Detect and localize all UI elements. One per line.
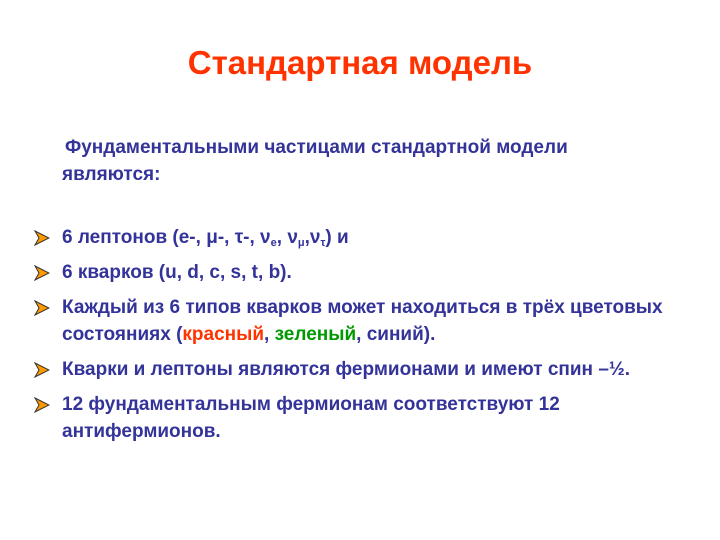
arrow-bullet-icon xyxy=(34,300,50,316)
leptons-prefix: 6 лептонов (e-, μ-, τ-, ν xyxy=(62,227,271,248)
quarks-text: 6 кварков (u, d, c, s, t, b). xyxy=(62,262,292,283)
bullet-quarks xyxy=(34,259,674,286)
leptons-sep2: ,ν xyxy=(304,227,321,248)
bullet-leptons xyxy=(34,224,674,251)
color-green-word: зеленый xyxy=(274,324,357,345)
color-red-word: красный xyxy=(182,324,265,345)
antifermions-text: 12 фундаментальным фермионам соответствуют 12 антифермионов. xyxy=(62,394,560,442)
leptons-sep1: , ν xyxy=(276,227,298,248)
nu-mu-subscript: μ xyxy=(297,237,305,249)
intro-text: Фундаментальными частицами стандартной модели являются: xyxy=(62,137,568,185)
leptons-suffix: ) и xyxy=(325,227,349,248)
arrow-bullet-icon xyxy=(34,230,50,246)
nu-tau-subscript: τ xyxy=(320,237,326,249)
bullet-antifermions xyxy=(34,391,674,445)
arrow-bullet-icon xyxy=(34,265,50,281)
arrow-bullet-icon xyxy=(34,397,50,413)
colors-comma: , xyxy=(264,324,275,345)
bullet-list xyxy=(34,224,674,445)
bullet-colors xyxy=(34,294,674,348)
arrow-bullet-icon xyxy=(34,362,50,378)
nu-e-subscript: e xyxy=(270,237,277,249)
fermions-text: Кварки и лептоны являются фермионами и имеют спин –½. xyxy=(62,359,631,380)
colors-text-before: Каждый из 6 типов кварков может находиться в трёх цветовых состояниях ( xyxy=(62,297,663,345)
colors-text-after: , синий). xyxy=(356,324,436,345)
bullet-fermions xyxy=(34,356,674,383)
slide-title: Стандартная модель xyxy=(187,44,533,81)
